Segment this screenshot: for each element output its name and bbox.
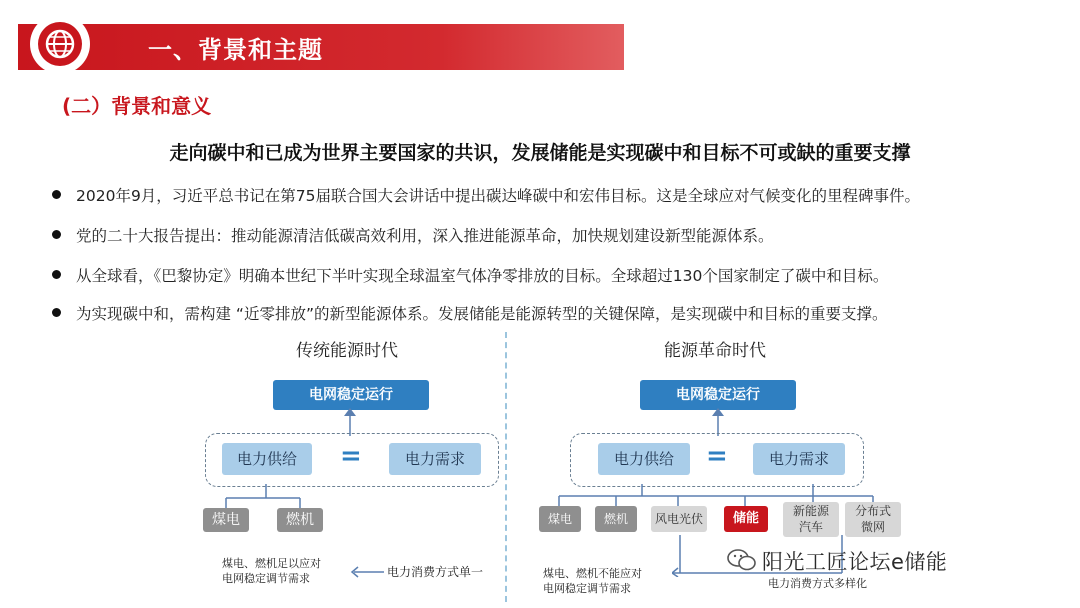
right-equals-sign: =	[706, 441, 728, 471]
right-source-storage: 储能	[724, 506, 768, 532]
left-note: 煤电、燃机足以应对 电网稳定调节需求	[222, 557, 321, 585]
left-source-gas: 燃机	[277, 508, 323, 532]
watermark-text: 阳光工匠论坛e储能	[762, 550, 948, 574]
right-source-wind-solar: 风电光伏	[651, 506, 707, 532]
bullet-item: 2020年9月，习近平总书记在第75届联合国大会讲话中提出碳达峰碳中和宏伟目标。这是全球应对气候变化的里程碑事件。	[52, 184, 920, 206]
left-grid-stable-box: 电网稳定运行	[273, 380, 429, 410]
right-grid-stable-box: 电网稳定运行	[640, 380, 796, 410]
bullet-dot	[52, 190, 61, 199]
globe-icon	[38, 22, 82, 66]
left-demand-box: 电力需求	[389, 443, 481, 475]
left-source-coal: 煤电	[203, 508, 249, 532]
bullet-dot	[52, 270, 61, 279]
right-source-coal: 煤电	[539, 506, 581, 532]
subsection-title: (二）背景和意义	[62, 94, 212, 118]
right-supply-box: 电力供给	[598, 443, 690, 475]
left-supply-box: 电力供给	[222, 443, 312, 475]
headline: 走向碳中和已成为世界主要国家的共识，发展储能是实现碳中和目标不可或缺的重要支撑	[169, 142, 911, 164]
bullet-item: 从全球看，《巴黎协定》明确本世纪下半叶实现全球温室气体净零排放的目标。全球超过130个国家制定了碳中和目标。	[52, 264, 888, 286]
right-source-gas: 燃机	[595, 506, 637, 532]
bullet-dot	[52, 230, 61, 239]
left-arrow-icon	[350, 566, 384, 578]
bullet-item: 党的二十大报告提出：推动能源清洁低碳高效利用，深入推进能源革命，加快规划建设新型能源体系。	[52, 224, 774, 246]
right-era-title: 能源革命时代	[664, 341, 766, 361]
right-source-nev: 新能源 汽车	[783, 502, 839, 537]
bullet-dot	[52, 308, 61, 317]
right-up-arrow	[708, 408, 728, 436]
bullet-item: 为实现碳中和，需构建 “近零排放”的新型能源体系。发展储能是能源转型的关键保障，是实现碳中和目标的重要支撑。	[52, 302, 888, 324]
section-title: 一、背景和主题	[148, 36, 323, 64]
right-note: 煤电、燃机不能应对 电网稳定调节需求	[543, 567, 642, 595]
right-consumption-label: 电力消费方式多样化	[768, 577, 867, 590]
right-source-microgrid: 分布式 微网	[845, 502, 901, 537]
left-era-title: 传统能源时代	[296, 341, 398, 361]
right-demand-box: 电力需求	[753, 443, 845, 475]
left-up-arrow	[340, 408, 360, 436]
wechat-icon	[727, 548, 757, 576]
left-consumption-label: 电力消费方式单一	[387, 565, 484, 579]
left-equals-sign: =	[340, 441, 362, 471]
era-divider	[505, 332, 507, 602]
